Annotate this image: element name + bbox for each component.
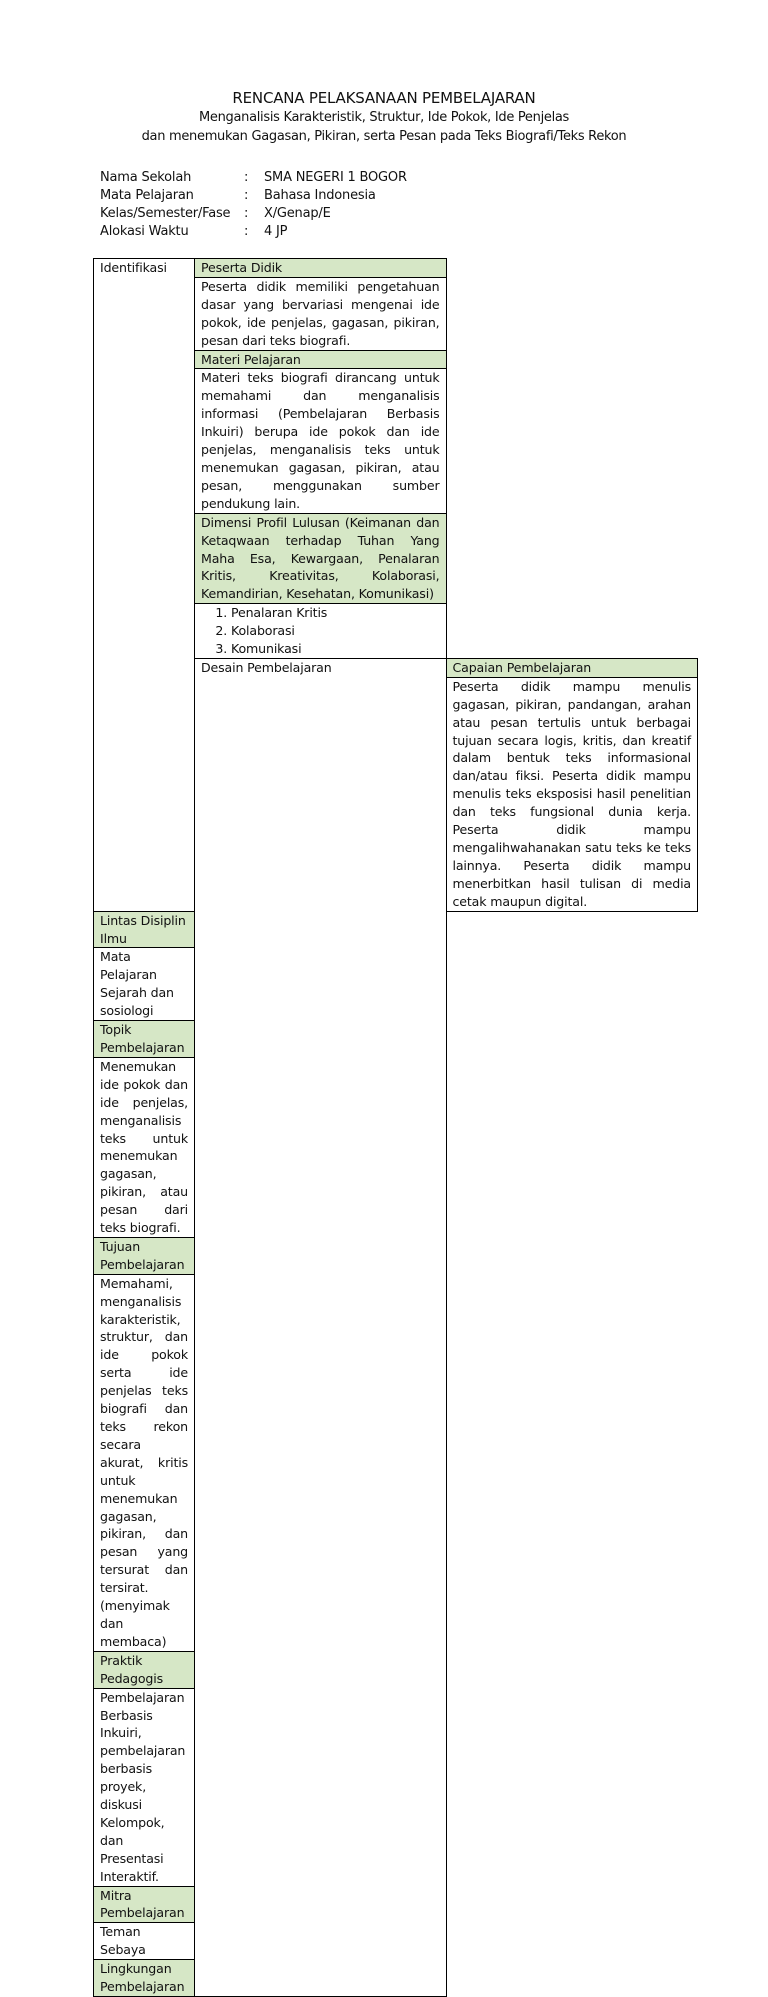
heading-praktik: Praktik Pedagogis <box>94 1651 195 1688</box>
heading-topik: Topik Pembelajaran <box>94 1021 195 1058</box>
heading-tujuan: Tujuan Pembelajaran <box>94 1237 195 1274</box>
info-value: Bahasa Indonesia <box>264 188 376 203</box>
section-label-identifikasi: Identifikasi <box>94 259 195 912</box>
heading-lingkungan: Lingkungan Pembelajaran <box>94 1960 195 1997</box>
info-row <box>100 187 407 205</box>
info-table <box>100 169 407 241</box>
info-label: Mata Pelajaran <box>100 188 194 203</box>
content-praktik: Pembelajaran Berbasis Inkuiri, pembelajaran berbasis proyek, diskusi Kelompok, dan Presentasi Interaktif. <box>94 1688 195 1886</box>
section-label-desain: Desain Pembelajaran <box>195 658 447 1996</box>
doc-subtitle-line2: dan menemukan Gagasan, Pikiran, serta Pesan pada Teks Biografi/Teks Rekon <box>141 129 627 144</box>
info-value: SMA NEGERI 1 BOGOR <box>264 170 407 185</box>
content-tujuan: Memahami, menganalisis karakteristik, struktur, dan ide pokok serta ide penjelas teks biografi dan teks rekon secara akurat, kritis untuk menemukan gagasan, pikiran, dan pesan yang tersurat dan tersirat. (menyimak dan membaca) <box>94 1274 195 1651</box>
content-dimensi-list <box>195 604 447 659</box>
info-colon: : <box>244 224 249 239</box>
dimensi-list <box>201 604 440 658</box>
info-label: Alokasi Waktu <box>100 224 189 239</box>
list-item: 1. Penalaran Kritis <box>231 604 440 622</box>
heading-dimensi-profil-lulusan: Dimensi Profil Lulusan (Keimanan dan Ketaqwaan terhadap Tuhan Yang Maha Esa, Kewargaan, Penalaran Kritis, Kreativitas, Kolaborasi, Kemandirian, Kesehatan, Komunikasi) <box>195 513 447 604</box>
heading-mitra: Mitra Pembelajaran <box>94 1886 195 1923</box>
content-topik: Menemukan ide pokok dan ide penjelas, menganalisis teks untuk menemukan gagasan, pikiran, atau pesan dari teks biografi. <box>94 1057 195 1237</box>
list-item: 3. Komunikasi <box>231 640 440 658</box>
lesson-plan-table <box>93 258 698 1997</box>
list-item: 2. Kolaborasi <box>231 622 440 640</box>
info-label: Kelas/Semester/Fase <box>100 206 231 221</box>
info-colon: : <box>244 206 249 221</box>
title-block <box>0 88 768 146</box>
content-peserta-didik: Peserta didik memiliki pengetahuan dasar yang bervariasi mengenai ide pokok, ide penjelas, gagasan, pikiran, pesan dari teks biografi. <box>195 277 447 350</box>
heading-peserta-didik: Peserta Didik <box>195 259 447 278</box>
info-colon: : <box>244 188 249 203</box>
info-row <box>100 223 407 241</box>
info-value: X/Genap/E <box>264 206 331 221</box>
content-lintas-disiplin: Mata Pelajaran Sejarah dan sosiologi <box>94 948 195 1021</box>
content-materi-pelajaran: Materi teks biografi dirancang untuk memahami dan menganalisis informasi (Pembelajaran Berbasis Inkuiri) berupa ide pokok dan ide penjelas, menganalisis teks untuk menemukan gagasan, pikiran, atau pesan, menggunakan sumber pendukung lain. <box>195 369 447 513</box>
info-value: 4 JP <box>264 224 288 239</box>
content-mitra: Teman Sebaya <box>94 1923 195 1960</box>
content-capaian: Peserta didik mampu menulis gagasan, pikiran, pandangan, arahan atau pesan tertulis untuk berbagai tujuan secara logis, kritis, dan kreatif dalam bentuk teks informasional dan/atau fiksi. Peserta didik mampu menulis teks eksposisi hasil penelitian dan teks fungsional dunia kerja. Peserta didik mampu mengalihwahanakan satu teks ke teks lainnya. Peserta didik mampu menerbitkan hasil tulisan di media cetak maupun digital. <box>446 677 698 911</box>
heading-lintas-disiplin: Lintas Disiplin Ilmu <box>94 911 195 948</box>
info-label: Nama Sekolah <box>100 170 192 185</box>
info-row <box>100 169 407 187</box>
info-colon: : <box>244 170 249 185</box>
doc-subtitle-line1: Menganalisis Karakteristik, Struktur, Ide Pokok, Ide Penjelas <box>198 110 570 125</box>
doc-title: RENCANA PELAKSANAAN PEMBELAJARAN <box>232 89 536 107</box>
heading-materi-pelajaran: Materi Pelajaran <box>195 350 447 369</box>
info-row <box>100 205 407 223</box>
heading-capaian: Capaian Pembelajaran <box>446 658 698 677</box>
